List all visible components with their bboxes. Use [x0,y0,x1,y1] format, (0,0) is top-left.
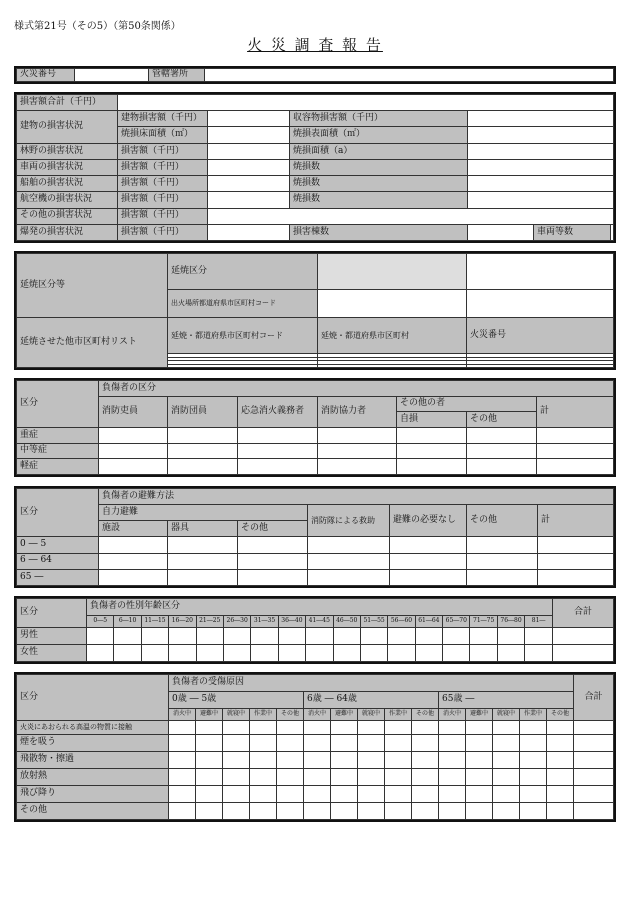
emergency-duty-header: 応急消火義務者 [238,396,318,427]
age-header: 36―40 [278,616,305,628]
cell[interactable] [412,751,439,768]
cell[interactable] [277,721,304,735]
cell[interactable] [304,751,331,768]
injury-cause-section [14,672,616,822]
spread-class-extra[interactable] [467,254,614,290]
page-title: 火 災 調 査 報 告 [247,36,383,54]
cell[interactable] [388,627,415,644]
cell[interactable] [196,644,223,661]
cell[interactable] [493,768,520,785]
activity-header: その他 [277,709,304,721]
cell[interactable] [250,751,277,768]
vehicle-label: 車両の損害状況 [17,159,118,175]
damage-label: 損害額（千円） [118,176,208,192]
damaged-buildings-field[interactable] [468,224,534,240]
activity-header: 消火中 [304,709,331,721]
row-label: 放射熱 [17,768,169,785]
cell[interactable] [466,802,493,819]
cell[interactable] [470,627,497,644]
damage-label: 損害額（千円） [118,159,208,175]
explosion-label: 爆発の損害状況 [17,224,118,240]
cooperator-header: 消防協力者 [318,396,397,427]
cell[interactable] [385,751,412,768]
floor-area-field[interactable] [208,127,290,143]
cell[interactable] [196,785,223,802]
cell[interactable] [385,768,412,785]
age-header: 76―80 [497,616,524,628]
cell[interactable] [439,734,466,751]
injured-class-header: 負傷者の区分 [99,381,614,397]
cell[interactable] [196,734,223,751]
cell[interactable] [358,802,385,819]
sex-age-header: 負傷者の性別年齢区分 [87,599,553,616]
table-row [17,734,614,751]
evac-method-section [14,486,616,588]
cell[interactable] [574,734,614,751]
explosion-damage-field[interactable] [208,224,290,240]
age-header: 21―25 [196,616,223,628]
cell[interactable] [87,644,114,661]
cell[interactable] [525,644,553,661]
burned-area-label: 焼損面積（a） [290,143,468,159]
age-header: 31―35 [251,616,278,628]
cell[interactable] [439,751,466,768]
cell[interactable] [574,785,614,802]
forest-damage-field[interactable] [208,143,290,159]
fire-number-field[interactable] [75,69,149,82]
row-label: 中等症 [17,443,99,459]
cell[interactable] [470,644,497,661]
ship-count-field[interactable] [468,176,614,192]
spread-name-header: 延焼・都道府県市区町村 [318,318,467,354]
age-header: 46―50 [333,616,360,628]
spread-code-header: 延焼・都道府県市区町村コード [168,318,318,354]
other-header: その他 [238,521,308,537]
age-header: 41―45 [306,616,333,628]
age-header: 81― [525,616,553,628]
cell[interactable] [547,721,574,735]
row-label: 女性 [17,644,87,661]
cell[interactable] [196,721,223,735]
cell[interactable] [196,627,223,644]
fire-id-section [14,66,616,84]
total-damage-field[interactable] [118,95,614,111]
cell[interactable] [141,644,168,661]
cell[interactable] [466,768,493,785]
floor-area-label: 焼損床面積（㎡） [118,127,208,143]
cell[interactable] [574,721,614,735]
ship-label: 船舶の損害状況 [17,176,118,192]
table-row [17,569,614,585]
cell[interactable] [388,644,415,661]
cell[interactable] [223,734,250,751]
cell[interactable] [331,721,358,735]
fire-number-header: 火災番号 [467,318,614,354]
table-row [17,553,614,569]
cell[interactable] [223,751,250,768]
cell[interactable] [574,751,614,768]
activity-header: 就寝中 [493,709,520,721]
cell[interactable] [169,721,196,735]
cell[interactable] [466,734,493,751]
cell[interactable] [493,751,520,768]
category-label: 区分 [17,381,99,428]
cell[interactable] [412,802,439,819]
spread-section [14,251,616,370]
cell[interactable] [278,627,305,644]
cell[interactable] [385,721,412,735]
table-row [17,627,614,644]
cell[interactable] [331,785,358,802]
damage-label: 損害額（千円） [118,208,208,224]
cell[interactable] [250,721,277,735]
cell[interactable] [304,721,331,735]
cell[interactable] [250,785,277,802]
cell[interactable] [251,627,278,644]
contents-damage-label: 収容物損害額（千円） [290,111,468,127]
burned-count-label: 焼損数 [290,176,468,192]
cell[interactable] [223,627,250,644]
activity-header: 避難中 [331,709,358,721]
activity-header: 消火中 [439,709,466,721]
category-label: 区分 [17,599,87,628]
cell[interactable] [385,785,412,802]
cell[interactable] [358,785,385,802]
aircraft-label: 航空機の損害状況 [17,192,118,208]
table-row [17,751,614,768]
building-label: 建物の損害状況 [17,111,118,143]
total-header: 計 [538,505,614,537]
age-header: 71―75 [470,616,497,628]
other-damage-label: その他の損害状況 [17,208,118,224]
cell[interactable] [552,644,613,661]
category-label: 区分 [17,675,169,721]
table-row [17,721,614,735]
cell[interactable] [439,768,466,785]
cell[interactable] [277,802,304,819]
cause-header: 負傷者の受傷原因 [169,675,574,692]
cell[interactable] [360,644,387,661]
origin-code-label: 出火場所都道府県市区町村コード [168,289,318,318]
activity-header: 作業中 [250,709,277,721]
cell[interactable] [466,721,493,735]
cell[interactable] [520,785,547,802]
cell[interactable] [493,734,520,751]
cell[interactable] [304,768,331,785]
self-evac-header: 自力避難 [99,505,308,521]
cell[interactable] [552,627,613,644]
cell[interactable] [415,644,442,661]
cell[interactable] [574,768,614,785]
forest-label: 林野の損害状況 [17,143,118,159]
cell[interactable] [250,768,277,785]
burned-count-label: 焼損数 [290,192,468,208]
table-row [17,443,614,459]
form-header: 様式第21号（その5）（第50条関係） [14,21,181,32]
origin-code-field[interactable] [318,289,467,318]
age-group-2-header: 65歳 ― [439,692,574,709]
cell[interactable] [331,751,358,768]
fire-corps-header: 消防団員 [168,396,238,427]
age-header: 56―60 [388,616,415,628]
table-row [17,785,614,802]
cell[interactable] [223,721,250,735]
cell[interactable] [493,785,520,802]
injured-class-section [14,378,616,477]
cell[interactable] [493,802,520,819]
age-header: 0―5 [87,616,114,628]
other-header: その他 [467,412,537,428]
table-row [17,802,614,819]
self-injury-header: 自損 [397,412,467,428]
total-header: 合計 [552,599,613,628]
cell[interactable] [520,734,547,751]
cell[interactable] [277,751,304,768]
fire-staff-header: 消防吏員 [99,396,168,427]
building-damage-label: 建物損害額（千円） [118,111,208,127]
age-group-1-header: 6歳 ― 64歳 [304,692,439,709]
equipment-header: 器具 [168,521,238,537]
cell[interactable] [443,627,470,644]
cell[interactable] [196,768,223,785]
fire-number-label: 火災番号 [17,69,75,82]
table-row [17,427,614,443]
row-label: 飛び降り [17,785,169,802]
cell[interactable] [277,785,304,802]
spread-class-field[interactable] [318,254,467,290]
cell[interactable] [547,802,574,819]
activity-header: 就寝中 [358,709,385,721]
cell[interactable] [304,785,331,802]
cell[interactable] [87,627,114,644]
cell[interactable] [169,768,196,785]
no-need-header: 避難の必要なし [390,505,467,537]
damage-section [14,92,616,243]
row-label: 男性 [17,627,87,644]
cell[interactable] [412,785,439,802]
activity-header: 消火中 [169,709,196,721]
cell[interactable] [520,802,547,819]
cell[interactable] [169,627,196,644]
other2-header: その他 [467,505,538,537]
cell[interactable] [497,644,524,661]
total-header: 合計 [574,675,614,721]
spread-class-label: 延焼区分等 [17,254,168,318]
cell[interactable] [304,802,331,819]
cell[interactable] [333,644,360,661]
damaged-buildings-label: 損害棟数 [290,224,468,240]
activity-header: 避難中 [466,709,493,721]
cell[interactable] [547,768,574,785]
cell[interactable] [497,627,524,644]
others-header: その他の者 [397,396,537,412]
damage-label: 損害額（千円） [118,192,208,208]
vehicle-damage-field[interactable] [208,159,290,175]
cell[interactable] [439,721,466,735]
cell[interactable] [141,627,168,644]
cell[interactable] [358,734,385,751]
cell[interactable] [385,734,412,751]
cell[interactable] [439,802,466,819]
age-header: 11―15 [141,616,168,628]
cell[interactable] [547,751,574,768]
surface-area-label: 焼損表面積（㎡） [290,127,468,143]
category-label: 区分 [17,489,99,537]
row-label: その他 [17,802,169,819]
cell[interactable] [304,734,331,751]
cell[interactable] [520,721,547,735]
cell[interactable] [251,644,278,661]
cell[interactable] [547,734,574,751]
damage-label: 損害額（千円） [118,224,208,240]
burned-area-field[interactable] [468,143,614,159]
cell[interactable] [358,768,385,785]
cell[interactable] [520,751,547,768]
cell[interactable] [196,802,223,819]
contents-damage-field[interactable] [468,111,614,127]
total-damage-label: 損害額合計（千円） [17,95,118,111]
aircraft-count-field[interactable] [468,192,614,208]
surface-area-field[interactable] [468,127,614,143]
spread-class-header: 延焼区分 [168,254,318,290]
cell[interactable] [360,627,387,644]
activity-header: 避難中 [196,709,223,721]
cell[interactable] [223,802,250,819]
office-label: 管轄署所 [149,69,205,82]
building-damage-field[interactable] [208,111,290,127]
cell[interactable] [306,644,333,661]
row-label: 軽症 [17,459,99,475]
cell[interactable] [358,721,385,735]
cell[interactable] [223,785,250,802]
cell[interactable] [223,768,250,785]
activity-header: 作業中 [385,709,412,721]
cell[interactable] [493,721,520,735]
table-row [17,644,614,661]
row-label: 0 ― 5 [17,537,99,553]
damage-label: 損害額（千円） [118,143,208,159]
total-header: 計 [537,396,614,427]
age-header: 16―20 [169,616,196,628]
activity-header: 作業中 [520,709,547,721]
cell[interactable] [223,644,250,661]
cell[interactable] [415,627,442,644]
cell[interactable] [250,802,277,819]
cell[interactable] [114,644,141,661]
age-group-0-header: 0歳 ― 5歳 [169,692,304,709]
cell[interactable] [412,768,439,785]
cell[interactable] [196,751,223,768]
cell[interactable] [331,768,358,785]
cell[interactable] [333,627,360,644]
cell[interactable] [412,721,439,735]
origin-code-extra[interactable] [467,289,614,318]
cell[interactable] [306,627,333,644]
cell[interactable] [169,785,196,802]
cell[interactable] [443,644,470,661]
cell[interactable] [439,785,466,802]
cell[interactable] [114,627,141,644]
age-header: 26―30 [223,616,250,628]
cell[interactable] [331,802,358,819]
aircraft-damage-field[interactable] [208,192,290,208]
cell[interactable] [169,802,196,819]
row-label: 重症 [17,427,99,443]
age-header: 6―10 [114,616,141,628]
cell[interactable] [169,751,196,768]
activity-header: その他 [547,709,574,721]
cell[interactable] [466,751,493,768]
ship-damage-field[interactable] [208,176,290,192]
age-header: 65―70 [443,616,470,628]
other-city-list-label: 延焼させた他市区町村リスト [17,318,168,368]
row-label: 煙を吸う [17,734,169,751]
cell[interactable] [466,785,493,802]
cell[interactable] [412,734,439,751]
cell[interactable] [547,785,574,802]
row-label: 65 ― [17,569,99,585]
cell[interactable] [169,644,196,661]
cell[interactable] [169,734,196,751]
age-header: 61―64 [415,616,442,628]
sex-age-section [14,596,616,664]
cell[interactable] [331,734,358,751]
table-row [17,459,614,475]
vehicle-count-field[interactable] [611,224,614,240]
office-field[interactable] [205,69,614,82]
table-row [17,537,614,553]
cell[interactable] [385,802,412,819]
vehicle-count-label: 車両等数 [534,224,611,240]
cell[interactable] [277,768,304,785]
cell[interactable] [358,751,385,768]
facility-header: 施設 [99,521,168,537]
row-label: 飛散物・擦過 [17,751,169,768]
vehicle-count-field[interactable] [468,159,614,175]
row-label: 6 ― 64 [17,553,99,569]
cell[interactable] [277,734,304,751]
cell[interactable] [278,644,305,661]
burned-count-label: 焼損数 [290,159,468,175]
age-header: 51―55 [360,616,387,628]
row-label: 火炎にあおられる高温の物質に接触 [17,721,169,735]
cell[interactable] [525,627,553,644]
cell[interactable] [574,802,614,819]
cell[interactable] [250,734,277,751]
activity-header: 就寝中 [223,709,250,721]
rescue-header: 消防隊による救助 [308,505,390,537]
table-row [17,768,614,785]
other-damage-field[interactable] [208,208,614,224]
cell[interactable] [520,768,547,785]
activity-header: その他 [412,709,439,721]
evac-method-header: 負傷者の避難方法 [99,489,614,505]
